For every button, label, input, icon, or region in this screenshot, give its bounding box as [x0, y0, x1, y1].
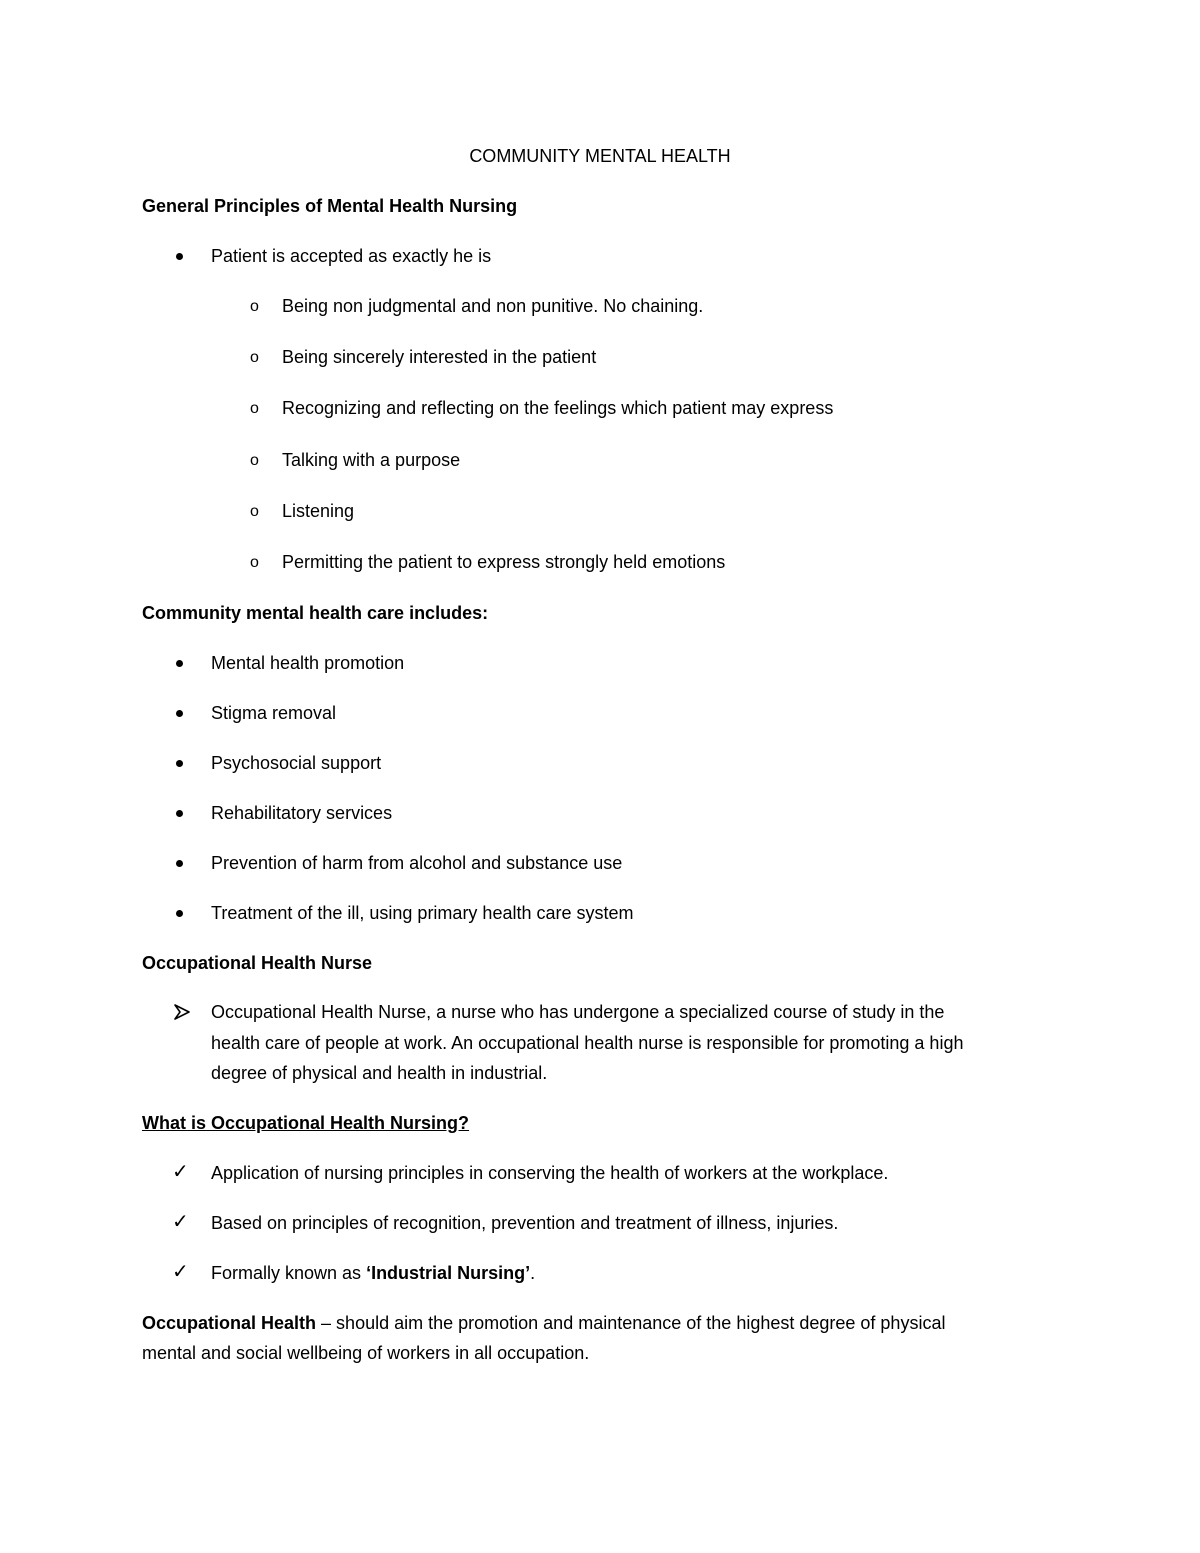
list-item: Based on principles of recognition, prevention and treatment of illness, injuries. [211, 1213, 839, 1233]
paragraph-line: mental and social wellbeing of workers in all occupation. [142, 1343, 590, 1363]
circle-bullet-icon: o [250, 503, 259, 520]
paragraph-text: – should aim the promotion and maintenance of the highest degree of physical [316, 1313, 946, 1333]
section-heading-occupational-nurse: Occupational Health Nurse [142, 953, 373, 973]
bullet-dot-icon [176, 760, 183, 767]
checkmark-icon: ✓ [172, 1261, 189, 1283]
circle-bullet-icon: o [250, 400, 259, 417]
bullet-dot-icon [176, 660, 183, 667]
section-heading-principles: General Principles of Mental Health Nursing [142, 196, 518, 216]
circle-bullet-icon: o [250, 452, 259, 469]
sub-list-item: Recognizing and reflecting on the feelings which patient may express [282, 398, 834, 418]
list-item-prefix: Formally known as [211, 1263, 367, 1283]
list-item: Treatment of the ill, using primary health care system [211, 903, 634, 923]
list-item [211, 1262, 535, 1284]
checkmark-icon: ✓ [172, 1211, 189, 1233]
sub-list-item: Talking with a purpose [282, 450, 461, 470]
sub-list-item: Permitting the patient to express strongly held emotions [282, 552, 726, 572]
checkmark-icon: ✓ [172, 1161, 189, 1183]
bullet-dot-icon [176, 910, 183, 917]
list-item: Psychosocial support [211, 753, 382, 773]
section-heading-what-is: What is Occupational Health Nursing? [142, 1113, 470, 1133]
list-item: Rehabilitatory services [211, 803, 393, 823]
list-item: Mental health promotion [211, 653, 405, 673]
page-title: COMMUNITY MENTAL HEALTH [469, 146, 731, 166]
section-heading-community-care: Community mental health care includes: [142, 603, 489, 623]
bullet-dot-icon [176, 810, 183, 817]
bullet-dot-icon [176, 253, 183, 260]
paragraph-line: degree of physical and health in industrial. [211, 1063, 548, 1083]
list-item-suffix: . [530, 1263, 536, 1283]
list-item: Application of nursing principles in conserving the health of workers at the workplace. [211, 1163, 889, 1183]
sub-list-item: Listening [282, 501, 355, 521]
arrow-bullet-icon [171, 1001, 193, 1023]
sub-list-item: Being non judgmental and non punitive. No chaining. [282, 296, 704, 316]
bullet-dot-icon [176, 860, 183, 867]
circle-bullet-icon: o [250, 298, 259, 315]
circle-bullet-icon: o [250, 349, 259, 366]
list-item: Patient is accepted as exactly he is [211, 246, 492, 266]
list-item: Prevention of harm from alcohol and substance use [211, 853, 623, 873]
circle-bullet-icon: o [250, 554, 259, 571]
paragraph-bold-lead: Occupational Health [142, 1313, 317, 1333]
paragraph-line: health care of people at work. An occupational health nurse is responsible for promoting a high [211, 1033, 964, 1053]
bullet-dot-icon [176, 710, 183, 717]
list-item: Stigma removal [211, 703, 337, 723]
list-item-bold-term: ‘Industrial Nursing’ [366, 1263, 531, 1283]
paragraph-line: Occupational Health Nurse, a nurse who has undergone a specialized course of study in the [211, 1002, 945, 1022]
paragraph-line [142, 1312, 945, 1334]
sub-list-item: Being sincerely interested in the patient [282, 347, 597, 367]
